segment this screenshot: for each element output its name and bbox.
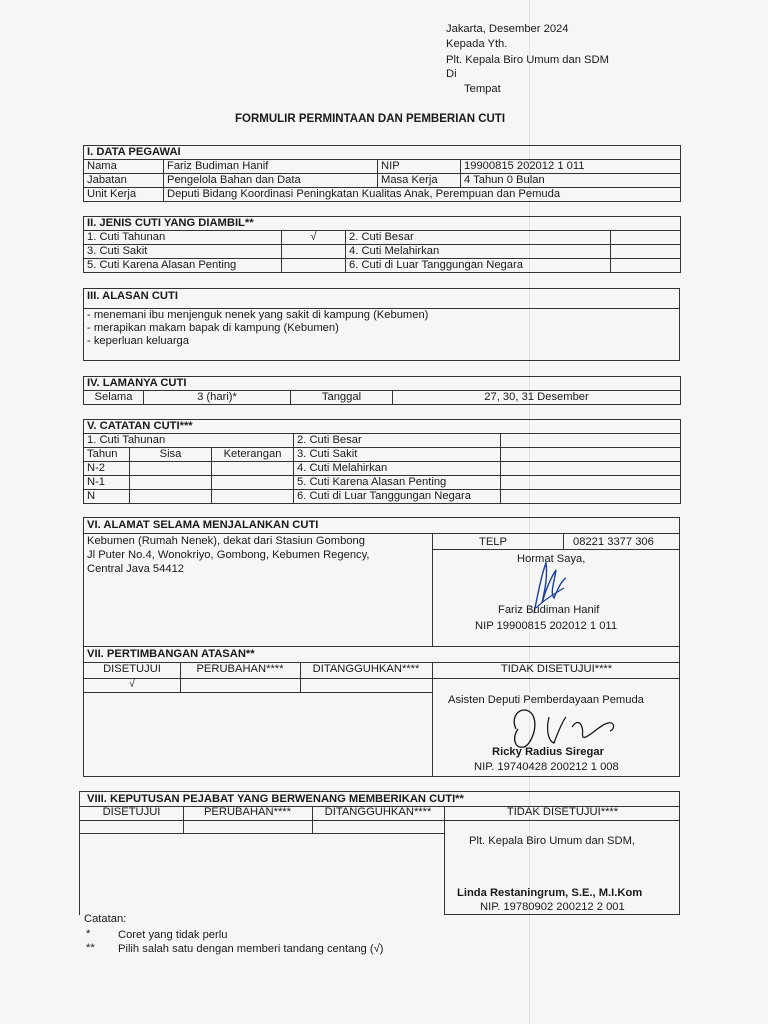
- form-title: FORMULIR PERMINTAAN DAN PEMBERIAN CUTI: [235, 113, 506, 125]
- note-cell: [212, 476, 294, 490]
- leave-type-option: 4. Cuti Melahirkan: [346, 245, 611, 259]
- note-leave-type: 4. Cuti Melahirkan: [294, 462, 501, 476]
- reason-line: - keperluan keluarga: [87, 335, 189, 347]
- note-cell: [130, 462, 212, 476]
- note-text: Pilih salah satu dengan memberi tandang centang (√): [118, 943, 384, 955]
- note-cell: [212, 462, 294, 476]
- note-cell: [212, 490, 294, 504]
- section-heading: V. CATATAN CUTI***: [84, 420, 681, 434]
- note-cell: [130, 476, 212, 490]
- check-mark: √: [129, 679, 135, 690]
- decision-option: PERUBAHAN****: [203, 806, 292, 818]
- leave-type-option: 5. Cuti Karena Alasan Penting: [84, 259, 282, 273]
- official-nip: NIP. 19780902 200212 2 001: [480, 901, 625, 913]
- applicant-name: Fariz Budiman Hanif: [498, 604, 600, 616]
- supervisor-role: Asisten Deputi Pemberdayaan Pemuda: [448, 694, 644, 706]
- address-line: Jl Puter No.4, Wonokriyo, Gombong, Kebumen Regency,: [87, 549, 370, 561]
- note-marker: *: [86, 928, 91, 940]
- decision-option: PERUBAHAN****: [196, 663, 284, 675]
- place-date: Jakarta, Desember 2024: [446, 23, 569, 35]
- year-label: N-1: [84, 476, 130, 490]
- section-heading: I. DATA PEGAWAI: [84, 146, 681, 160]
- check-cell: [611, 245, 681, 259]
- recipient-line-1: Kepada Yth.: [446, 38, 508, 50]
- note-cell: [501, 476, 681, 490]
- note-leave-type: 1. Cuti Tahunan: [84, 434, 294, 448]
- phone-number: 08221 3377 306: [573, 536, 654, 548]
- employee-tenure: 4 Tahun 0 Bulan: [461, 174, 681, 188]
- field-label: Nama: [84, 160, 164, 174]
- leave-type-option: 3. Cuti Sakit: [84, 245, 282, 259]
- section-catatan-cuti: [83, 419, 681, 504]
- duration-value: 3 (hari)*: [144, 391, 291, 405]
- employee-nip: 19900815 202012 1 011: [461, 160, 681, 174]
- date-label: Tanggal: [291, 391, 393, 405]
- check-cell: [611, 231, 681, 245]
- supervisor-name: Ricky Radius Siregar: [492, 746, 604, 758]
- section-alasan-cuti: [83, 288, 680, 361]
- duration-label: Selama: [84, 391, 144, 405]
- section-heading: VIII. KEPUTUSAN PEJABAT YANG BERWENANG MEMBERIKAN CUTI**: [87, 793, 464, 805]
- field-label: NIP: [378, 160, 461, 174]
- decision-option: DISETUJUI: [103, 663, 161, 675]
- supervisor-nip: NIP. 19740428 200212 1 008: [474, 761, 619, 773]
- note-cell: [501, 490, 681, 504]
- field-label: Unit Kerja: [84, 188, 164, 202]
- note-cell: [501, 462, 681, 476]
- note-cell: [501, 434, 681, 448]
- official-name: Linda Restaningrum, S.E., M.I.Kom: [457, 887, 643, 899]
- section-pertimbangan-atasan: [83, 646, 680, 777]
- field-label: Masa Kerja: [378, 174, 461, 188]
- check-cell: [282, 259, 346, 273]
- notes-title: Catatan:: [84, 913, 127, 925]
- address-line: Central Java 54412: [87, 563, 185, 575]
- official-role: Plt. Kepala Biro Umum dan SDM,: [469, 835, 636, 847]
- applicant-nip: NIP 19900815 202012 1 011: [475, 620, 618, 632]
- employee-unit: Deputi Bidang Koordinasi Peningkatan Kualitas Anak, Perempuan dan Pemuda: [164, 188, 681, 202]
- field-label: Jabatan: [84, 174, 164, 188]
- closing-salutation: Hormat Saya,: [517, 553, 586, 565]
- decision-option: TIDAK DISETUJUI****: [506, 806, 619, 818]
- employee-position: Pengelola Bahan dan Data: [164, 174, 378, 188]
- note-leave-type: 3. Cuti Sakit: [294, 448, 501, 462]
- recipient-line-2: Plt. Kepala Biro Umum dan SDM: [446, 54, 609, 66]
- col-header: Tahun: [84, 448, 130, 462]
- section-heading: VI. ALAMAT SELAMA MENJALANKAN CUTI: [87, 519, 319, 531]
- recipient-line-4: Tempat: [464, 83, 501, 95]
- year-label: N: [84, 490, 130, 504]
- recipient-line-3: Di: [446, 68, 457, 80]
- reason-line: - merapikan makam bapak di kampung (Kebumen): [87, 322, 339, 334]
- phone-label: TELP: [479, 536, 507, 548]
- section-alamat-cuti: [83, 517, 680, 647]
- address-line: Kebumen (Rumah Nenek), dekat dari Stasiun Gombong: [87, 535, 365, 547]
- section-heading: III. ALASAN CUTI: [87, 290, 178, 302]
- note-leave-type: 6. Cuti di Luar Tanggungan Negara: [294, 490, 501, 504]
- col-header: Sisa: [130, 448, 212, 462]
- section-jenis-cuti: [83, 216, 681, 273]
- section-heading: VII. PERTIMBANGAN ATASAN**: [87, 648, 255, 660]
- employee-name: Fariz Budiman Hanif: [164, 160, 378, 174]
- leave-dates: 27, 30, 31 Desember: [393, 391, 681, 405]
- note-leave-type: 5. Cuti Karena Alasan Penting: [294, 476, 501, 490]
- leave-type-option: 1. Cuti Tahunan: [84, 231, 282, 245]
- decision-option: DITANGGUHKAN****: [312, 663, 420, 675]
- section-lamanya-cuti: [83, 376, 681, 405]
- check-cell: [282, 245, 346, 259]
- section-keputusan-pejabat: [79, 791, 680, 915]
- note-marker: **: [86, 942, 95, 954]
- note-text: Coret yang tidak perlu: [118, 929, 228, 941]
- decision-option: DITANGGUHKAN****: [324, 806, 432, 818]
- leave-type-option: 2. Cuti Besar: [346, 231, 611, 245]
- year-label: N-2: [84, 462, 130, 476]
- section-heading: IV. LAMANYA CUTI: [84, 377, 681, 391]
- note-leave-type: 2. Cuti Besar: [294, 434, 501, 448]
- note-cell: [130, 490, 212, 504]
- section-heading: II. JENIS CUTI YANG DIAMBIL**: [84, 217, 681, 231]
- decision-option: TIDAK DISETUJUI****: [500, 663, 613, 675]
- col-header: Keterangan: [212, 448, 294, 462]
- leave-type-option: 6. Cuti di Luar Tanggungan Negara: [346, 259, 611, 273]
- check-cell: [611, 259, 681, 273]
- decision-option: DISETUJUI: [102, 806, 161, 818]
- section-data-pegawai: [83, 145, 681, 202]
- check-mark: √: [282, 231, 346, 245]
- note-cell: [501, 448, 681, 462]
- reason-line: - menemani ibu menjenguk nenek yang sakit di kampung (Kebumen): [87, 309, 429, 321]
